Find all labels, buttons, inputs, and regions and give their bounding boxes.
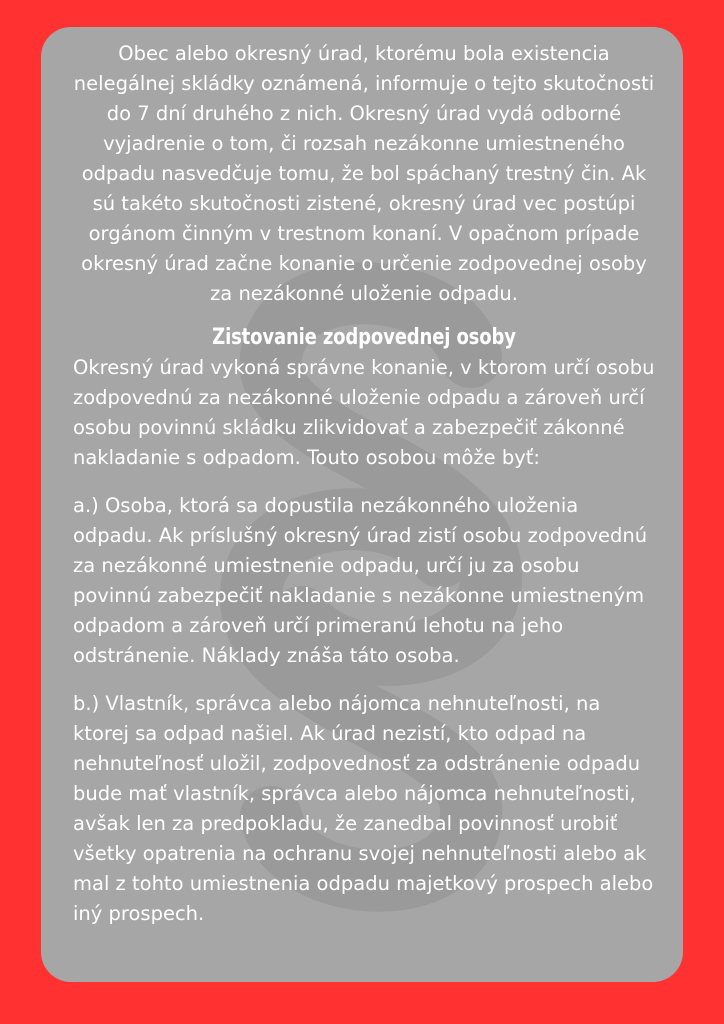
section-heading: Zistovanie zodpovednej osoby <box>212 325 516 350</box>
intro-paragraph: Obec alebo okresný úrad, ktorému bola existencia nelegálnej skládky oznámená, informuje o tejto skutočnosti do 7 dní druhého z nich. Okresný úrad vydá odborné vyjadrenie o tom, či rozsah nezákonne umiestneného odpadu nasvedčuje tomu, že bol spáchaný trestný čin. Ak sú takéto skutočnosti zistené, okresný úrad vec postúpi orgánom činným v trestnom konaní. V opačnom prípade okresný úrad začne konanie o určenie zodpovednej osoby za nezákonné uloženie odpadu. <box>73 42 655 305</box>
section-paragraph-a: a.) Osoba, ktorá sa dopustila nezákonného uloženia odpadu. Ak príslušný okresný úrad zistí osobu zodpovednú za nezákonné umiestnenie odpadu, určí ju za osobu povinnú zabezpečiť nakladanie s nezákonne umiestneným odpadom a zároveň určí primeranú lehotu na jeho odstránenie. Náklady znáša táto osoba. <box>73 494 648 667</box>
section-paragraph-intro: Okresný úrad vykoná správne konanie, v ktorom určí osobu zodpovednú za nezákonné uloženie odpadu a zároveň určí osobu povinnú skládku zlikvidovať a zabezpečiť zákonné nakladanie s odpadom. Touto osobou môže byť: <box>73 356 655 469</box>
document-content <box>41 27 683 929</box>
content-card <box>41 27 683 982</box>
section-paragraph-b: b.) Vlastník, správca alebo nájomca nehnuteľnosti, na ktorej sa odpad našiel. Ak úrad nezistí, kto odpad na nehnuteľnosť uložil, zodpovednosť za odstránenie odpadu bude mať vlastník, správca alebo nájomca nehnuteľnosti, avšak len za predpokladu, že zanedbal povinnosť urobiť všetky opatrenia na ochranu svojej nehnuteľnosti alebo ak mal z tohto umiestnenia odpadu majetkový prospech alebo iný prospech. <box>73 692 654 925</box>
